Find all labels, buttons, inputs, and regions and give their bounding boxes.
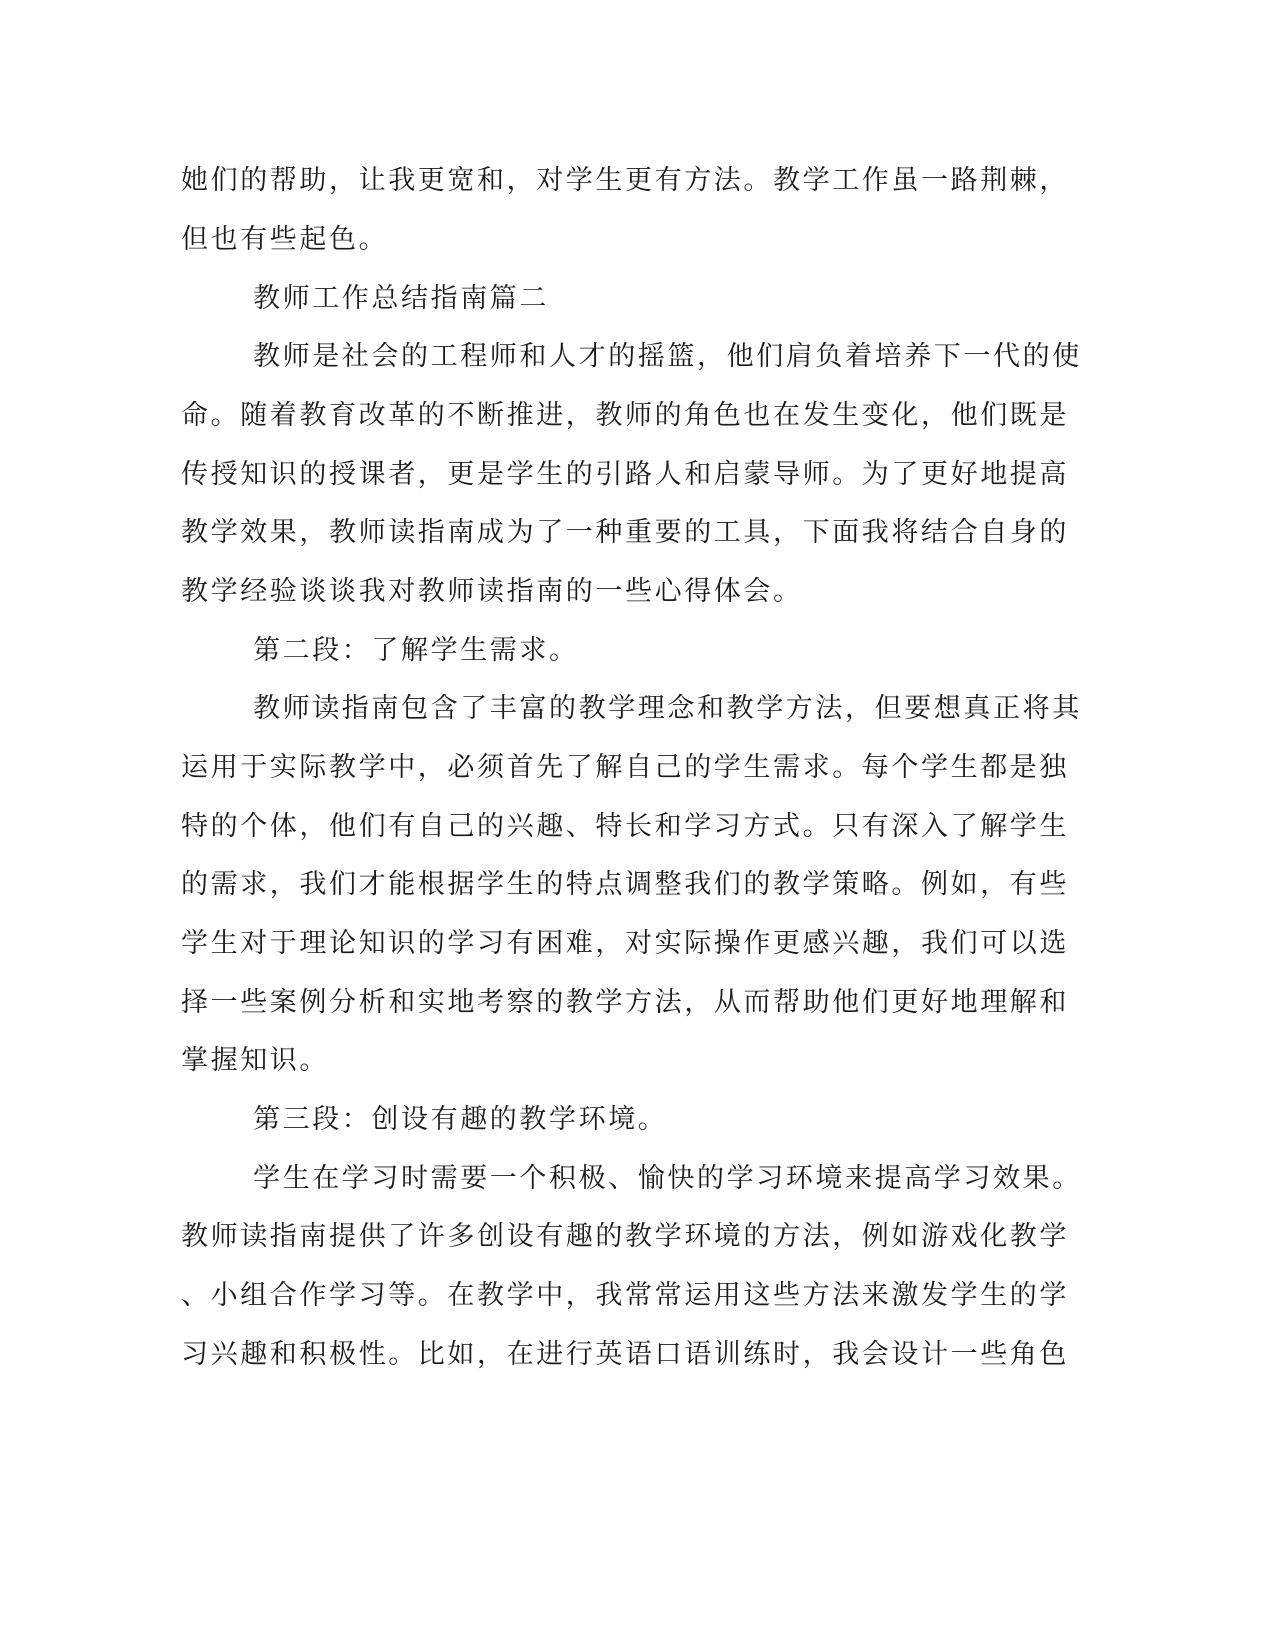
text-line: 但也有些起色。 xyxy=(181,224,389,255)
text-line: 教师读指南包含了丰富的教学理念和教学方法，但要想真正将其 xyxy=(253,693,1082,724)
text-line: 学生对于理论知识的学习有困难，对实际操作更感兴趣，我们可以选 xyxy=(181,928,1069,959)
text-line: 教师读指南提供了许多创设有趣的教学环境的方法，例如游戏化教学 xyxy=(181,1221,1069,1252)
text-line: 掌握知识。 xyxy=(181,1045,329,1076)
text-line: 学生在学习时需要一个积极、愉快的学习环境来提高学习效果。 xyxy=(253,1163,1082,1194)
section-heading: 第二段：了解学生需求。 xyxy=(253,635,579,666)
section-heading: 第三段：创设有趣的教学环境。 xyxy=(253,1104,668,1135)
text-line: 、小组合作学习等。在教学中，我常常运用这些方法来激发学生的学 xyxy=(181,1280,1069,1311)
text-line: 教学经验谈谈我对教师读指南的一些心得体会。 xyxy=(181,576,803,607)
text-line: 习兴趣和积极性。比如，在进行英语口语训练时，我会设计一些角色 xyxy=(181,1339,1069,1370)
text-line: 命。随着教育改革的不断推进，教师的角色也在发生变化，他们既是 xyxy=(181,400,1069,431)
text-line: 教学效果，教师读指南成为了一种重要的工具，下面我将结合自身的 xyxy=(181,517,1069,548)
text-line: 的需求，我们才能根据学生的特点调整我们的教学策略。例如，有些 xyxy=(181,869,1069,900)
text-line: 传授知识的授课者，更是学生的引路人和启蒙导师。为了更好地提高 xyxy=(181,459,1069,490)
text-line: 教师是社会的工程师和人才的摇篮，他们肩负着培养下一代的使 xyxy=(253,341,1082,372)
text-line: 择一些案例分析和实地考察的教学方法，从而帮助他们更好地理解和 xyxy=(181,987,1069,1018)
text-line: 特的个体，他们有自己的兴趣、特长和学习方式。只有深入了解学生 xyxy=(181,811,1069,842)
section-heading: 教师工作总结指南篇二 xyxy=(253,283,549,314)
text-line: 运用于实际教学中，必须首先了解自己的学生需求。每个学生都是独 xyxy=(181,752,1069,783)
text-line: 她们的帮助，让我更宽和，对学生更有方法。教学工作虽一路荆棘， xyxy=(181,165,1069,196)
